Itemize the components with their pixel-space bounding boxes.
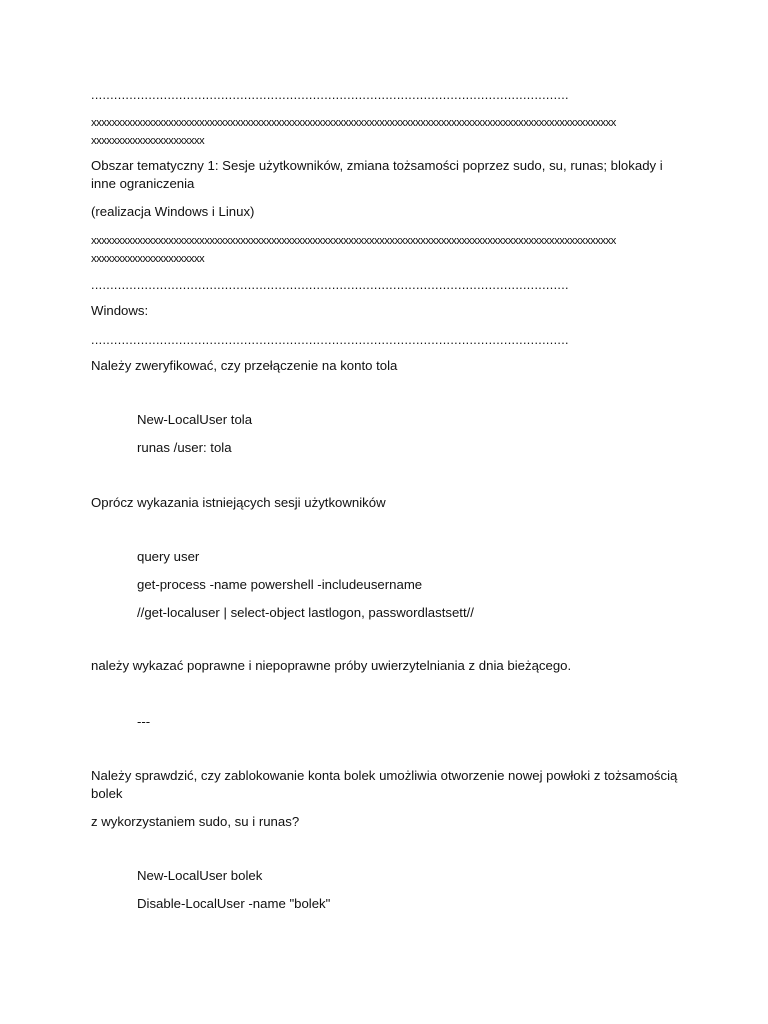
- sudo-su-runas-text: z wykorzystaniem sudo, su i runas?: [91, 814, 300, 829]
- dotted-separator-2: .............................................................................................................................: [91, 278, 569, 292]
- x-line-2a: xxxxxxxxxxxxxxxxxxxxxxxxxxxxxxxxxxxxxxxxxxxxxxxxxxxxxxxxxxxxxxxxxxxxxxxxxxxxxxxxxxxxxxxxxxxxxxxxxxxxxx: [91, 235, 616, 247]
- command-disable-localuser: Disable-LocalUser -name "bolek": [137, 896, 331, 911]
- verify-switch-text: Należy zweryfikować, czy przełączenie na konto tola: [91, 358, 398, 373]
- lock-check-text: Należy sprawdzić, czy zablokowanie konta bolek umożliwia otworzenie nowej powłoki z tożsamością bolek: [91, 768, 678, 801]
- windows-heading: Windows:: [91, 303, 149, 318]
- command-get-localuser: //get-localuser | select-object lastlogon, passwordlastsett//: [137, 605, 474, 620]
- x-line-2b: xxxxxxxxxxxxxxxxxxxxxx: [91, 253, 205, 265]
- command-get-process: get-process -name powershell -includeusername: [137, 577, 423, 592]
- realization-note: (realizacja Windows i Linux): [91, 204, 255, 219]
- x-line-1b: xxxxxxxxxxxxxxxxxxxxxx: [91, 135, 205, 147]
- dotted-separator-3: .............................................................................................................................: [91, 333, 569, 347]
- x-line-1a: xxxxxxxxxxxxxxxxxxxxxxxxxxxxxxxxxxxxxxxxxxxxxxxxxxxxxxxxxxxxxxxxxxxxxxxxxxxxxxxxxxxxxxxxxxxxxxxxxxxxxx: [91, 117, 616, 129]
- command-query-user: query user: [137, 549, 200, 564]
- command-new-localuser-bolek: New-LocalUser bolek: [137, 868, 263, 883]
- command-new-localuser-tola: New-LocalUser tola: [137, 412, 253, 427]
- sessions-text: Oprócz wykazania istniejących sesji użytkowników: [91, 495, 386, 510]
- topic-heading: Obszar tematyczny 1: Sesje użytkowników, zmiana tożsamości poprzez sudo, su, runas; blokady i inne ograniczenia: [91, 158, 663, 191]
- dotted-separator-1: .............................................................................................................................: [91, 88, 569, 102]
- authentication-text: należy wykazać poprawne i niepoprawne próby uwierzytelniania z dnia bieżącego.: [91, 658, 572, 673]
- command-runas-tola: runas /user: tola: [137, 440, 232, 455]
- dashes: ---: [137, 714, 151, 729]
